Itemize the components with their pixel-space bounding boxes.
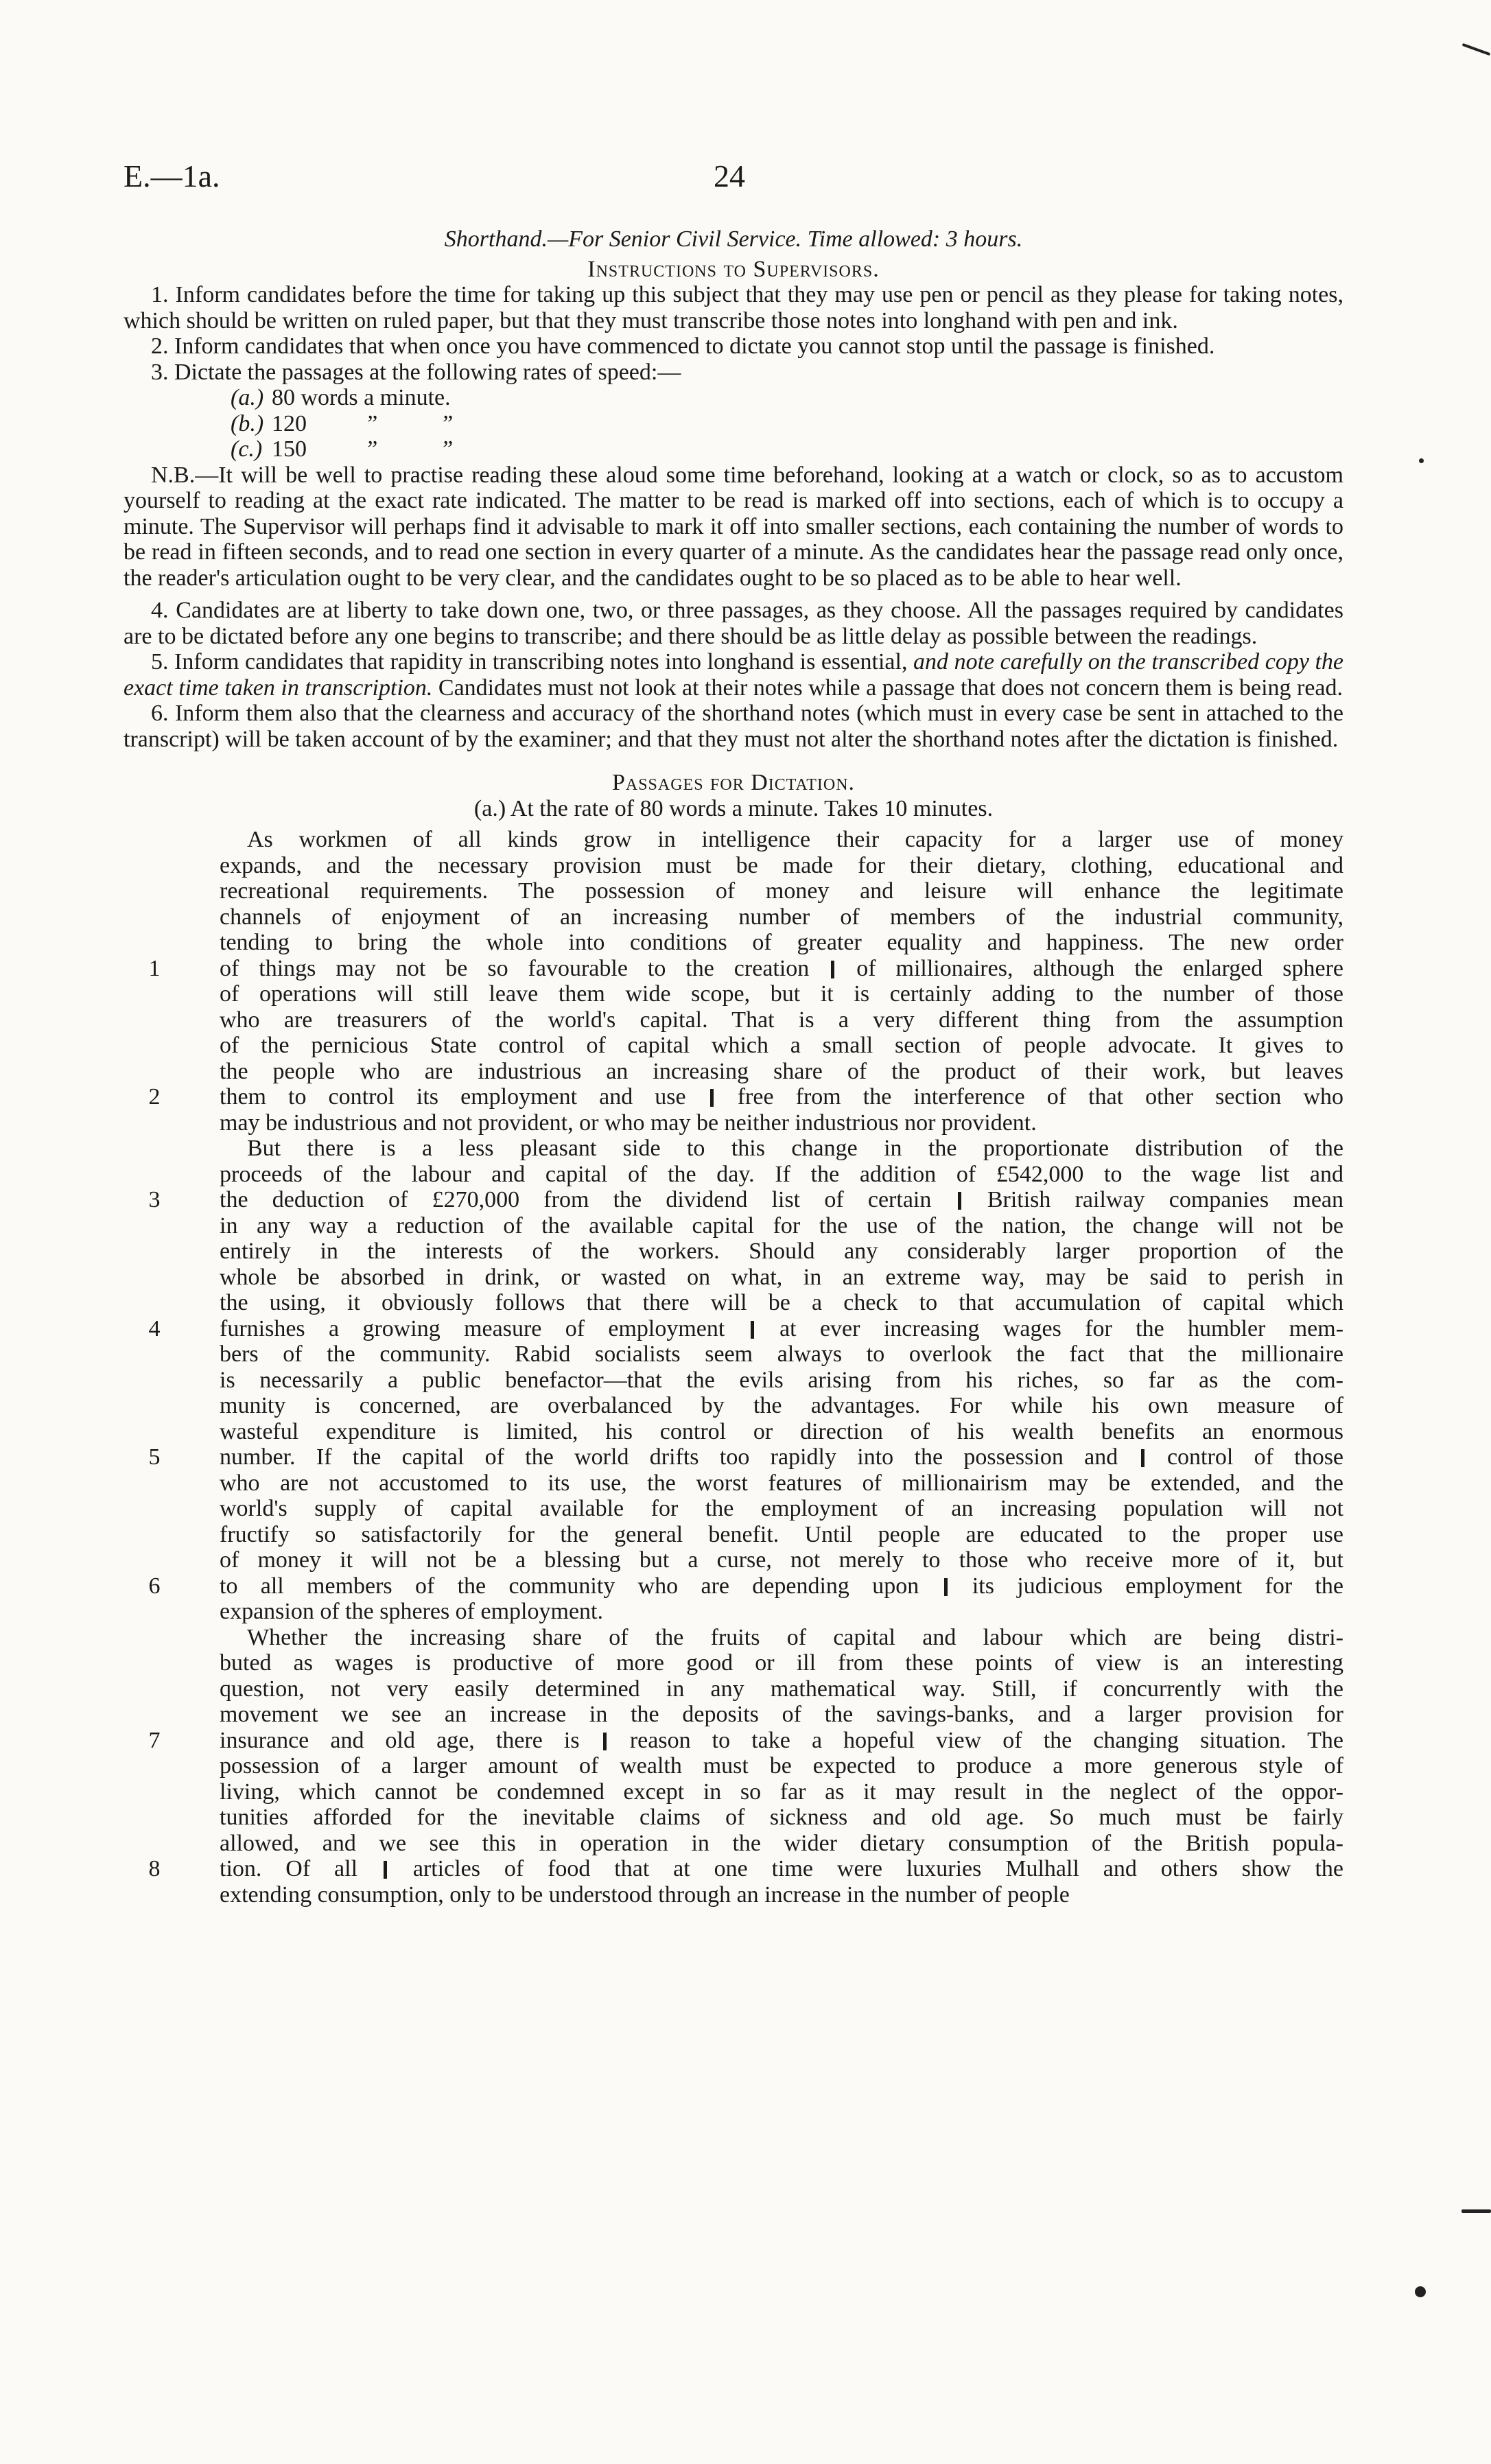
dictation-line-text bbox=[220, 1059, 1343, 1085]
dictation-line bbox=[124, 1162, 1343, 1188]
dictation-line bbox=[124, 981, 1343, 1007]
dictation-line-text bbox=[220, 1136, 1343, 1162]
dictation-line bbox=[124, 1444, 1343, 1470]
dictation-line bbox=[124, 1316, 1343, 1342]
dictation-line bbox=[124, 956, 1343, 982]
dictation-line bbox=[124, 1702, 1343, 1728]
dictation-line-text bbox=[220, 1753, 1343, 1779]
dictation-line-text bbox=[220, 1316, 1343, 1342]
dictation-line bbox=[124, 1470, 1343, 1497]
dictation-text: insurance and old age, there is bbox=[220, 1727, 580, 1753]
section-marker bbox=[384, 1861, 387, 1879]
dictation-passage bbox=[124, 827, 1343, 1908]
dictation-line-body bbox=[220, 1882, 1343, 1908]
dictation-line-body bbox=[220, 956, 1343, 982]
dictation-text: fructify so satisfactorily for the general benefit. Until people are educated to the proper use bbox=[220, 1521, 1343, 1547]
dictation-text: living, which cannot be condemned except in so far as it may result in the neglect of the oppor- bbox=[220, 1779, 1343, 1805]
dictation-line-body bbox=[220, 827, 1343, 853]
dictation-line bbox=[124, 1805, 1343, 1831]
dictation-line bbox=[124, 878, 1343, 904]
dictation-line bbox=[124, 930, 1343, 956]
document-reference: E.—1a. bbox=[124, 159, 220, 193]
dictation-text: of millionaires, although the enlarged sphere bbox=[856, 955, 1343, 981]
dictation-text: its judicious employment for the bbox=[972, 1573, 1344, 1599]
dictation-line bbox=[124, 1290, 1343, 1316]
dictation-text: tunities afforded for the inevitable claims of sickness and old age. So much must be fairly bbox=[220, 1805, 1343, 1830]
dictation-line-body bbox=[220, 1033, 1343, 1059]
rate-value: 120 bbox=[272, 410, 307, 436]
dictation-line-body bbox=[220, 1110, 1343, 1136]
dictation-text: Whether the increasing share of the fruits of capital and labour which are being distri- bbox=[247, 1624, 1343, 1650]
dictation-text: expansion of the spheres of employment. bbox=[220, 1599, 603, 1624]
dictation-line-text bbox=[220, 1419, 1343, 1445]
section-number: 2 bbox=[148, 1084, 161, 1110]
dictation-line-body bbox=[220, 1805, 1343, 1831]
dictation-line-text bbox=[220, 1547, 1343, 1573]
dictation-line-text bbox=[220, 1007, 1343, 1033]
dictation-text: control of those bbox=[1166, 1444, 1344, 1470]
dictation-line-body bbox=[220, 1444, 1343, 1470]
section-number: 1 bbox=[148, 955, 161, 981]
dictation-text: who are not accustomed to its use, the worst features of millionairism may be extended, and the bbox=[220, 1470, 1343, 1496]
ditto-mark: ” bbox=[440, 410, 454, 436]
dictation-text: may be industrious and not provident, or who may be neither industrious nor provident. bbox=[220, 1110, 1037, 1136]
section-number: 6 bbox=[148, 1573, 161, 1599]
dictation-line-body bbox=[220, 1316, 1343, 1342]
dictation-line-text bbox=[220, 1290, 1343, 1316]
dictation-text: recreational requirements. The possession of money and leisure will enhance the legitimate bbox=[220, 878, 1343, 904]
instruction-5 bbox=[124, 649, 1343, 701]
dictation-line-text bbox=[220, 1444, 1343, 1470]
dictation-line-text bbox=[220, 853, 1343, 879]
dictation-line bbox=[124, 1676, 1343, 1702]
dictation-line-body bbox=[220, 1162, 1343, 1188]
dictation-text: British railway companies mean bbox=[987, 1187, 1344, 1212]
dictation-line bbox=[124, 1239, 1343, 1265]
dictation-text: who are treasurers of the world's capital. That is a very different thing from the assumption bbox=[220, 1007, 1343, 1033]
dictation-line-text bbox=[220, 1341, 1343, 1368]
dictation-text: movement we see an increase in the deposits of the savings-banks, and a larger provision for bbox=[220, 1702, 1343, 1727]
section-number: 5 bbox=[148, 1444, 161, 1470]
ditto-mark: ” bbox=[364, 436, 378, 462]
dictation-line-body bbox=[220, 1084, 1343, 1110]
dictation-line bbox=[124, 1393, 1343, 1419]
dictation-line bbox=[124, 1856, 1343, 1882]
dictation-text: expands, and the necessary provision must be made for their dietary, clothing, educational and bbox=[220, 852, 1343, 878]
dictation-text: tion. Of all bbox=[220, 1856, 358, 1881]
dictation-line bbox=[124, 1882, 1343, 1908]
dictation-line-body bbox=[220, 1007, 1343, 1033]
dictation-line-body bbox=[220, 1290, 1343, 1316]
dictation-line-text bbox=[220, 1239, 1343, 1265]
dictation-heading: Passages for Dictation. bbox=[611, 770, 856, 795]
dictation-line-body bbox=[220, 930, 1343, 956]
dictation-line bbox=[124, 1368, 1343, 1394]
rate-label: (c.) bbox=[231, 436, 263, 462]
dictation-text: at ever increasing wages for the humbler mem- bbox=[779, 1315, 1344, 1341]
scan-speck bbox=[1462, 43, 1491, 56]
section-number: 4 bbox=[148, 1315, 161, 1341]
dictation-line-text bbox=[220, 1187, 1343, 1213]
dictation-line-body bbox=[220, 1599, 1343, 1625]
dictation-line bbox=[124, 1136, 1343, 1162]
dictation-line-body bbox=[220, 1779, 1343, 1805]
dictation-line-body bbox=[220, 1265, 1343, 1291]
rate-item-c bbox=[231, 436, 1343, 462]
dictation-line-text bbox=[220, 1779, 1343, 1805]
dictation-line-text bbox=[220, 956, 1343, 982]
dictation-line-body bbox=[220, 1650, 1343, 1676]
dictation-line-body bbox=[220, 904, 1343, 930]
dictation-line-body bbox=[220, 1522, 1343, 1548]
instruction-4: 4. Candidates are at liberty to take down one, two, or three passages, as they choose. All the passages required by candidates are to be dictated before any one begins to transcribe; and there should be as little delay as possible between the readings. bbox=[124, 598, 1343, 649]
dictation-line-text bbox=[220, 1728, 1343, 1754]
dictation-line bbox=[124, 1753, 1343, 1779]
dictation-line-text bbox=[220, 1702, 1343, 1728]
dictation-text: the deduction of £270,000 from the dividend list of certain bbox=[220, 1187, 932, 1212]
dictation-line-text bbox=[220, 1676, 1343, 1702]
scan-speck bbox=[1415, 2286, 1426, 2297]
section-number: 3 bbox=[148, 1187, 161, 1212]
ditto-mark: ” bbox=[440, 436, 454, 462]
dictation-line-body bbox=[220, 1470, 1343, 1497]
dictation-text: allowed, and we see this in operation in the wider dietary consumption of the British popula- bbox=[220, 1830, 1343, 1856]
section-marker bbox=[710, 1089, 714, 1107]
nb-note: N.B.—It will be well to practise reading these aloud some time beforehand, looking at a watch or clock, so as to accustom yourself to reading at the exact rate indicated. The matter to be read is marked off into sections, each of which is to occupy a minute. The Supervisor will perhaps find it advisable to mark it off into smaller sections, each containing the number of words to be read in fifteen seconds, and to read one section in every quarter of a minute. As the candidates hear the passage read only once, the reader's articulation ought to be very clear, and the candidates ought to be so placed as to be able to hear well. bbox=[124, 462, 1343, 591]
dictation-text: proceeds of the labour and capital of the day. If the addition of £542,000 to the wage list and bbox=[220, 1161, 1343, 1187]
dictation-text: buted as wages is productive of more good or ill from these points of view is an interesting bbox=[220, 1650, 1343, 1676]
dictation-line bbox=[124, 1625, 1343, 1651]
dictation-line bbox=[124, 1728, 1343, 1754]
dictation-text: number. If the capital of the world drifts too rapidly into the possession and bbox=[220, 1444, 1118, 1470]
section-marker bbox=[1141, 1449, 1144, 1467]
dictation-line bbox=[124, 1522, 1343, 1548]
dictation-line-text bbox=[220, 930, 1343, 956]
dictation-line-body bbox=[220, 1341, 1343, 1368]
dictation-line bbox=[124, 1573, 1343, 1599]
dictation-line-body bbox=[220, 1625, 1343, 1651]
dictation-line-text bbox=[220, 981, 1343, 1007]
dictation-line-text bbox=[220, 1650, 1343, 1676]
dictation-line bbox=[124, 1110, 1343, 1136]
dictation-line-body bbox=[220, 1213, 1343, 1239]
dictation-line-text bbox=[220, 827, 1343, 853]
dictation-line-text bbox=[220, 1368, 1343, 1394]
dictation-line-body bbox=[220, 1393, 1343, 1419]
dictation-line-body bbox=[220, 1496, 1343, 1522]
dictation-line-body bbox=[220, 1136, 1343, 1162]
dictation-line-text bbox=[220, 1496, 1343, 1522]
dictation-text: of things may not be so favourable to the creation bbox=[220, 955, 810, 981]
exam-title: Shorthand.—For Senior Civil Service. Time allowed: 3 hours. bbox=[444, 226, 1023, 252]
dictation-line-text bbox=[220, 1625, 1343, 1651]
ditto-mark: ” bbox=[364, 410, 378, 436]
page-body bbox=[124, 226, 1343, 1908]
dictation-line-text bbox=[220, 904, 1343, 930]
dictation-text: wasteful expenditure is limited, his control or direction of his wealth benefits an enormous bbox=[220, 1418, 1343, 1444]
dictation-line bbox=[124, 1007, 1343, 1033]
section-marker bbox=[751, 1321, 754, 1339]
dictation-text: the using, it obviously follows that there will be a check to that accumulation of capital which bbox=[220, 1290, 1343, 1315]
dictation-line-body bbox=[220, 1702, 1343, 1728]
dictation-subheading: (a.) At the rate of 80 words a minute. Takes 10 minutes. bbox=[473, 795, 994, 821]
section-marker bbox=[831, 961, 834, 978]
dictation-text: entirely in the interests of the workers. Should any considerably larger proportion of the bbox=[220, 1239, 1343, 1264]
dictation-line bbox=[124, 904, 1343, 930]
instructions-heading: Instructions to Supervisors. bbox=[587, 256, 880, 282]
scan-speck bbox=[1461, 2209, 1491, 2213]
dictation-line-text bbox=[220, 1084, 1343, 1110]
dictation-text: munity is concerned, are overbalanced by the advantages. For while his own measure of bbox=[220, 1393, 1343, 1418]
dictation-text: to all members of the community who are depending upon bbox=[220, 1573, 919, 1599]
instruction-6: 6. Inform them also that the clearness and accuracy of the shorthand notes (which must in every case be sent in attached to the transcript) will be taken account of by the examiner; and that they must not alter the shorthand notes after the dictation is finished. bbox=[124, 701, 1343, 752]
dictation-line bbox=[124, 1033, 1343, 1059]
dictation-line-body bbox=[220, 1728, 1343, 1754]
dictation-text: them to control its employment and use bbox=[220, 1084, 686, 1110]
section-marker bbox=[958, 1192, 961, 1210]
dictation-text: tending to bring the whole into conditions of greater equality and happiness. The new order bbox=[220, 930, 1343, 955]
page-number: 24 bbox=[714, 159, 745, 193]
section-number: 7 bbox=[148, 1727, 161, 1753]
dictation-line-text bbox=[220, 1882, 1343, 1908]
dictation-text: whole be absorbed in drink, or wasted on what, in an extreme way, may be said to perish in bbox=[220, 1264, 1343, 1290]
dictation-line-text bbox=[220, 1162, 1343, 1188]
dictation-line bbox=[124, 827, 1343, 853]
dictation-line-body bbox=[220, 1059, 1343, 1085]
dictation-text: furnishes a growing measure of employment bbox=[220, 1315, 725, 1341]
dictation-line bbox=[124, 1419, 1343, 1445]
dictation-text: free from the interference of that other section who bbox=[737, 1084, 1344, 1110]
dictation-line bbox=[124, 1265, 1343, 1291]
dictation-line-text bbox=[220, 1110, 1343, 1136]
instruction-5-emphasis: and note carefully on the transcribed copy the exact time taken in transcription. bbox=[124, 649, 1343, 701]
rate-value: 150 bbox=[272, 436, 307, 462]
dictation-line-text bbox=[220, 1033, 1343, 1059]
dictation-text: channels of enjoyment of an increasing number of members of the industrial community, bbox=[220, 904, 1343, 930]
dictation-line-text bbox=[220, 878, 1343, 904]
dictation-line bbox=[124, 1831, 1343, 1857]
dictation-line-body bbox=[220, 1753, 1343, 1779]
rate-list bbox=[231, 385, 1343, 462]
dictation-line-body bbox=[220, 1676, 1343, 1702]
dictation-line-text bbox=[220, 1393, 1343, 1419]
dictation-line-body bbox=[220, 853, 1343, 879]
dictation-text: question, not very easily determined in any mathematical way. Still, if concurrently with the bbox=[220, 1676, 1343, 1702]
dictation-text: possession of a larger amount of wealth must be expected to produce a more generous style of bbox=[220, 1753, 1343, 1779]
dictation-line bbox=[124, 853, 1343, 879]
instruction-3: 3. Dictate the passages at the following rates of speed:— bbox=[151, 359, 681, 385]
dictation-line-body bbox=[220, 1419, 1343, 1445]
dictation-line bbox=[124, 1059, 1343, 1085]
dictation-text: articles of food that at one time were luxuries Mulhall and others show the bbox=[412, 1856, 1343, 1881]
dictation-line-body bbox=[220, 878, 1343, 904]
dictation-line bbox=[124, 1779, 1343, 1805]
rate-label: (b.) bbox=[231, 410, 264, 436]
instruction-1: 1. Inform candidates before the time for taking up this subject that they may use pen or pencil as they please for taking notes, which should be written on ruled paper, but that they must transcribe those notes into longhand with pen and ink. bbox=[124, 282, 1343, 333]
dictation-line bbox=[124, 1650, 1343, 1676]
instruction-2: 2. Inform candidates that when once you have commenced to dictate you cannot stop until the passage is finished. bbox=[151, 333, 1215, 359]
scan-speck bbox=[1419, 458, 1424, 463]
instruction-5-text: 5. Inform candidates that rapidity in transcribing notes into longhand is essential, bbox=[151, 649, 914, 674]
dictation-line-text bbox=[220, 1599, 1343, 1625]
dictation-line-text bbox=[220, 1831, 1343, 1857]
dictation-line bbox=[124, 1187, 1343, 1213]
dictation-line-text bbox=[220, 1573, 1343, 1599]
rate-item-b bbox=[231, 411, 1343, 437]
dictation-line-text bbox=[220, 1213, 1343, 1239]
rate-label: (a.) bbox=[231, 385, 264, 410]
section-number: 8 bbox=[148, 1856, 161, 1881]
dictation-line-text bbox=[220, 1856, 1343, 1882]
dictation-line-text bbox=[220, 1805, 1343, 1831]
dictation-text: the people who are industrious an increasing share of the product of their work, but leaves bbox=[220, 1058, 1343, 1084]
dictation-line-body bbox=[220, 1368, 1343, 1394]
dictation-text: But there is a less pleasant side to this change in the proportionate distribution of the bbox=[247, 1136, 1343, 1161]
dictation-line-body bbox=[220, 1573, 1343, 1599]
dictation-line-body bbox=[220, 1831, 1343, 1857]
rate-item-a bbox=[231, 385, 1343, 411]
dictation-line bbox=[124, 1547, 1343, 1573]
page-header bbox=[124, 158, 1340, 206]
dictation-line bbox=[124, 1496, 1343, 1522]
dictation-line-body bbox=[220, 981, 1343, 1007]
dictation-text: world's supply of capital available for the employment of an increasing population will not bbox=[220, 1496, 1343, 1521]
dictation-text: bers of the community. Rabid socialists seem always to overlook the fact that the millionaire bbox=[220, 1341, 1343, 1367]
dictation-line-body bbox=[220, 1547, 1343, 1573]
dictation-line-body bbox=[220, 1856, 1343, 1882]
dictation-text: of money it will not be a blessing but a curse, not merely to those who receive more of it, but bbox=[220, 1547, 1343, 1573]
section-marker bbox=[603, 1733, 607, 1750]
dictation-text: of the pernicious State control of capital which a small section of people advocate. It gives to bbox=[220, 1033, 1343, 1058]
dictation-line bbox=[124, 1084, 1343, 1110]
dictation-line-text bbox=[220, 1470, 1343, 1497]
dictation-text: is necessarily a public benefactor—that the evils arising from his riches, so far as the com- bbox=[220, 1367, 1343, 1393]
instruction-5-text-end: Candidates must not look at their notes while a passage that does not concern them is being read. bbox=[432, 674, 1343, 701]
dictation-line-body bbox=[220, 1187, 1343, 1213]
section-marker bbox=[944, 1578, 948, 1596]
dictation-line bbox=[124, 1213, 1343, 1239]
dictation-text: of operations will still leave them wide scope, but it is certainly adding to the number of those bbox=[220, 981, 1343, 1007]
dictation-line-body bbox=[220, 1239, 1343, 1265]
dictation-text: in any way a reduction of the available capital for the use of the nation, the change will not be bbox=[220, 1212, 1343, 1239]
dictation-text: As workmen of all kinds grow in intelligence their capacity for a larger use of money bbox=[247, 827, 1343, 852]
rate-value: 80 words a minute. bbox=[272, 385, 451, 410]
dictation-line-text bbox=[220, 1522, 1343, 1548]
dictation-line-text bbox=[220, 1265, 1343, 1291]
dictation-line bbox=[124, 1599, 1343, 1625]
dictation-text: extending consumption, only to be understood through an increase in the number of people bbox=[220, 1881, 1070, 1908]
dictation-line bbox=[124, 1341, 1343, 1368]
dictation-text: reason to take a hopeful view of the changing situation. The bbox=[629, 1727, 1344, 1753]
